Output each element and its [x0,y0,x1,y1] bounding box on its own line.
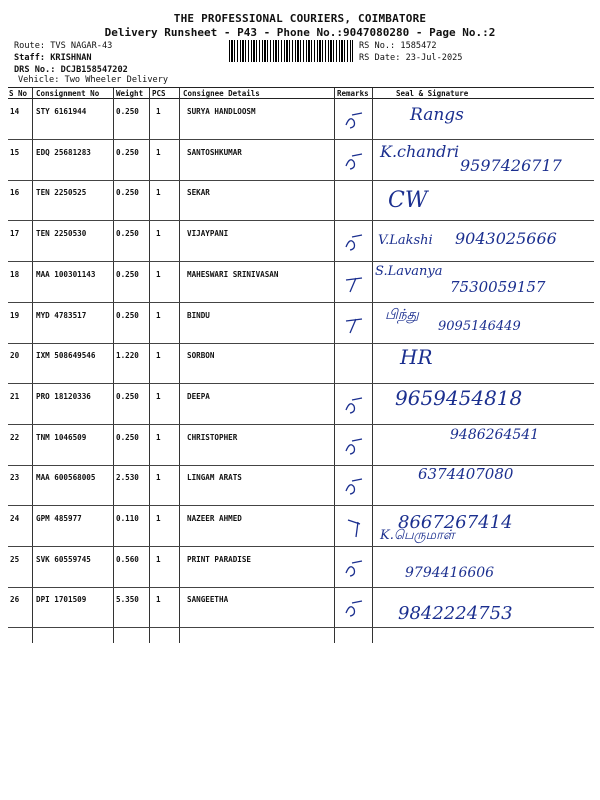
cell-weight: 1.220 [116,351,139,361]
remark-tick [344,518,368,538]
cell-weight: 0.560 [116,554,139,564]
remark-tick [344,599,368,619]
cell-sno: 15 [10,147,20,157]
col-header-weight: Weight [116,89,144,98]
signature-phone: 7530059157 [450,277,546,296]
signature-phone: 9486264541 [450,426,540,443]
cell-pcs: 1 [156,107,161,116]
table-row [0,587,600,628]
signature-name: CW [388,188,428,214]
remark-tick [344,437,368,457]
signature-name: பிந்து [385,306,419,323]
cell-weight: 0.250 [116,229,139,239]
cell-sno: 25 [10,554,20,564]
cell-pcs: 1 [156,554,161,564]
remark-tick [344,152,368,172]
vehicle-label: Vehicle: Two Wheeler Delivery [18,75,169,85]
cell-pcs: 1 [156,269,161,279]
cell-sno: 18 [10,269,20,279]
cell-consignee: CHRISTOPHER [187,432,238,442]
cell-weight: 0.250 [116,269,139,279]
cell-pcs: 1 [156,147,161,157]
signature-phone: 9842224753 [398,603,513,625]
route-label: Route: TVS NAGAR-43 [14,41,113,51]
remark-tick [344,559,368,579]
table-row [0,140,600,181]
cell-consignment: MYD 4783517 [36,310,87,320]
col-header-consignment: Consignment No [36,89,100,98]
cell-consignment: PRO 18120336 [36,391,91,401]
cell-consignment: MAA 600568005 [36,473,96,483]
cell-sno: 17 [10,229,20,239]
col-header-seal: Seal & Signature [396,89,469,98]
staff-label [14,53,92,63]
cell-sno: 24 [10,514,20,523]
cell-sno: 20 [10,351,20,361]
cell-consignee: LINGAM ARATS [187,473,242,483]
rs-date: RS Date: 23-Jul-2025 [359,53,463,63]
col-header-pcs: PCS [152,89,166,98]
runsheet-subtitle: Delivery Runsheet - P43 - Phone No.:9047080280 - Page No.:2 [104,26,496,39]
cell-pcs: 1 [156,351,161,361]
header-top-line [8,87,594,88]
table-row [0,425,600,466]
cell-pcs: 1 [156,473,161,483]
cell-consignee: BINDU [187,310,210,320]
signature-phone: 9794416606 [405,564,495,581]
cell-consignee: VIJAYPANI [187,229,229,239]
cell-consignee: DEEPA [187,391,210,401]
cell-sno: 22 [10,432,20,442]
cell-consignee: NAZEER AHMED [187,514,242,523]
cell-pcs: 1 [156,514,161,523]
table-row [0,262,600,303]
remark-tick [344,315,368,335]
cell-pcs: 1 [156,229,161,239]
cell-weight: 0.110 [116,514,139,523]
cell-consignee: MAHESWARI SRINIVASAN [187,269,279,279]
remark-tick [344,111,368,131]
remark-tick [344,396,368,416]
remark-tick [344,477,368,497]
cell-weight: 0.250 [116,188,139,198]
cell-pcs: 1 [156,310,161,320]
cell-sno: 16 [10,188,20,198]
signature-name: K.பெருமாள் [380,528,455,543]
cell-consignment: TEN 2250530 [36,229,87,239]
cell-consignment: MAA 100301143 [36,269,96,279]
col-header-sno: S No [9,89,28,98]
table-row [0,506,600,547]
remark-tick [344,274,368,294]
cell-consignment: GPM 485977 [36,514,82,523]
col-header-consignee: Consignee Details [183,89,260,98]
row-divider [8,627,594,628]
table-row [0,180,600,221]
cell-consignment: TNM 1046509 [36,432,87,442]
table-row [0,384,600,425]
cell-consignee: SANGEETHA [187,595,229,605]
signature-phone: 6374407080 [418,465,514,484]
signature-phone: 9095146449 [438,318,521,334]
cell-weight: 0.250 [116,147,139,157]
cell-sno: 21 [10,391,20,401]
signature-name: HR [400,345,433,370]
cell-weight: 0.250 [116,310,139,320]
cell-sno: 23 [10,473,20,483]
staff-prefix: Staff: [14,53,51,63]
cell-sno: 14 [10,107,20,116]
cell-consignee: SEKAR [187,188,210,198]
signature-phone: 9659454818 [395,385,523,410]
signature-name: V.Lakshi [378,233,433,249]
cell-sno: 26 [10,595,20,605]
table-row [0,303,600,344]
signature-phone: 9597426717 [460,155,562,175]
cell-consignment: DPI 1701509 [36,595,87,605]
cell-pcs: 1 [156,391,161,401]
staff-name: KRISHNAN [50,53,92,63]
signature-phone: 9043025666 [455,229,557,249]
table-row [0,221,600,262]
cell-sno: 19 [10,310,20,320]
cell-consignee: SANTOSHKUMAR [187,147,242,157]
table-row [0,99,600,140]
cell-pcs: 1 [156,432,161,442]
cell-pcs: 1 [156,595,161,605]
barcode [229,40,353,62]
col-header-remarks: Remarks [337,89,369,98]
cell-consignment: STY 6161944 [36,107,87,116]
signature-phone: 8667267414 [398,512,513,533]
cell-weight: 5.350 [116,595,139,605]
cell-weight: 2.530 [116,473,139,483]
signature-name: S.Lavanya [375,263,443,279]
cell-pcs: 1 [156,188,161,198]
cell-weight: 0.250 [116,391,139,401]
cell-consignment: SVK 60559745 [36,554,91,564]
cell-weight: 0.250 [116,432,139,442]
cell-weight: 0.250 [116,107,139,116]
remark-tick [344,233,368,253]
table-row [0,547,600,588]
cell-consignment: IXM 508649546 [36,351,96,361]
drs-number: DRS No.: DCJB158547202 [14,65,128,75]
cell-consignment: EDQ 25681283 [36,147,91,157]
signature-name: Rangs [410,105,464,125]
cell-consignee: PRINT PARADISE [187,554,252,564]
cell-consignee: SORBON [187,351,215,361]
signature-name: K.chandri [380,141,460,161]
company-title: THE PROFESSIONAL COURIERS, COIMBATORE [173,12,427,25]
table-row [0,465,600,506]
cell-consignee: SURYA HANDLOOSM [187,107,256,116]
table-row [0,343,600,384]
cell-consignment: TEN 2250525 [36,188,87,198]
rs-number: RS No.: 1585472 [359,41,437,51]
